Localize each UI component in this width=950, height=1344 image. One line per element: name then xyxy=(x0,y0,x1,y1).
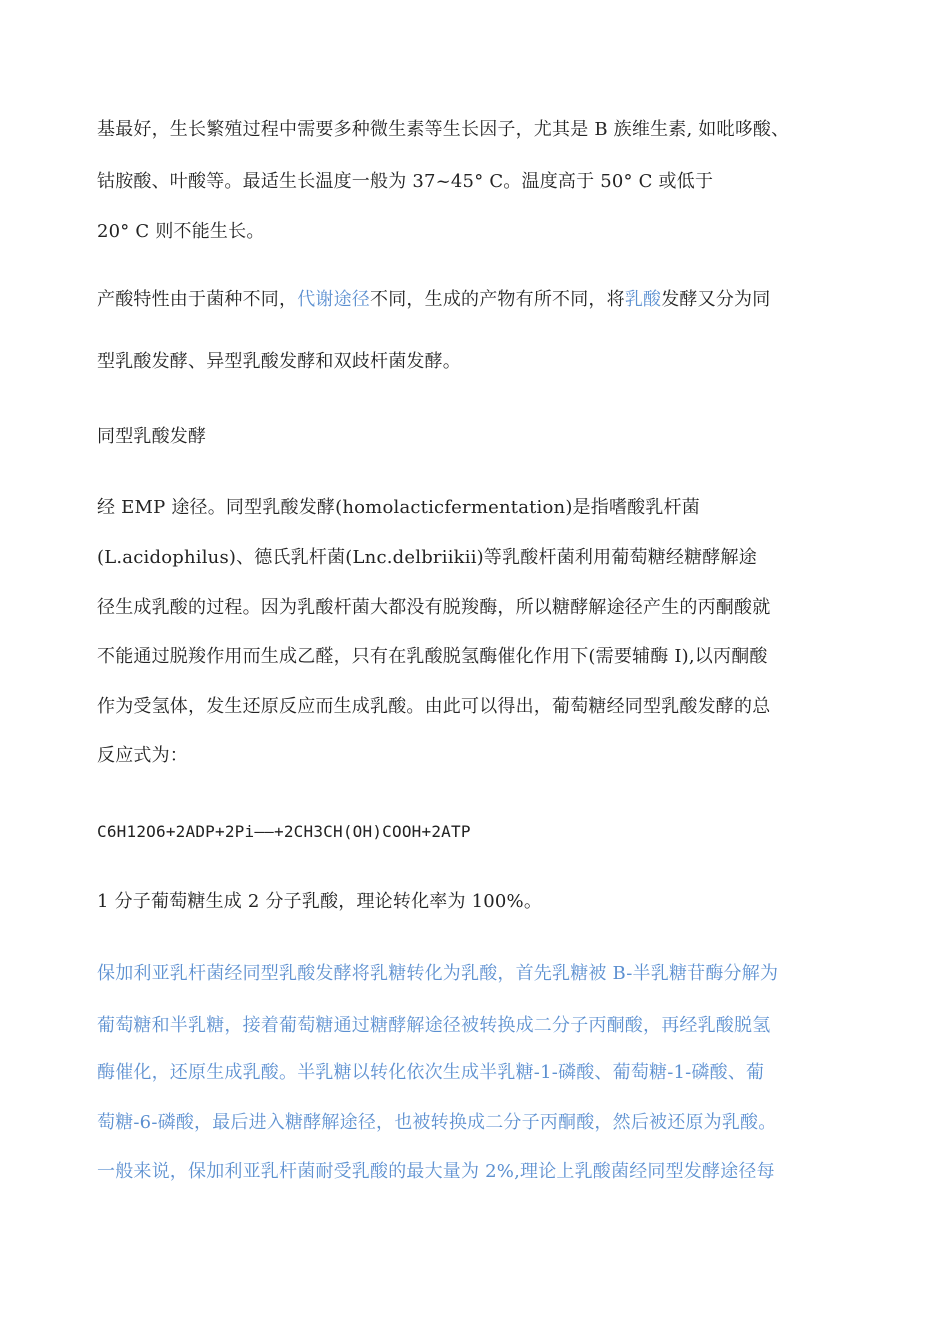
para2-line1 xyxy=(97,288,770,312)
para4: 1 分子葡萄糖生成 2 分子乳酸，理论转化率为 100%。 xyxy=(97,891,543,912)
lactic-acid-link[interactable]: 乳酸 xyxy=(624,289,662,310)
para3-line2: (L.acidophilus)、德氏乳杆菌(Lnc.delbriikii)等乳酸杆菌利用葡萄糖经糖酵解途 xyxy=(97,547,757,568)
para3-line5: 作为受氢体，发生还原反应而生成乳酸。由此可以得出，葡萄糖经同型乳酸发酵的总 xyxy=(97,696,771,717)
para3-line3: 径生成乳酸的过程。因为乳酸杆菌大都没有脱羧酶，所以糖酵解途径产生的丙酮酸就 xyxy=(97,597,771,618)
para1-line3: 20° C 则不能生长。 xyxy=(97,221,265,242)
para2-text-a: 产酸特性由于菌种不同， xyxy=(97,289,298,310)
para3-line4: 不能通过脱羧作用而生成乙醛，只有在乳酸脱氢酶催化作用下(需要辅酶 I),以丙酮酸 xyxy=(97,646,768,667)
para3-line6: 反应式为： xyxy=(97,745,188,766)
para5-line2: 葡萄糖和半乳糖，接着葡萄糖通过糖酵解途径被转换成二分子丙酮酸，再经乳酸脱氢 xyxy=(97,1015,771,1036)
para5-line4: 萄糖-6-磷酸，最后进入糖酵解途径，也被转换成二分子丙酮酸，然后被还原为乳酸。 xyxy=(97,1112,777,1133)
para2-text-b: 不同，生成的产物有所不同，将 xyxy=(370,289,625,310)
para5-line3: 酶催化，还原生成乳酸。半乳糖以转化依次生成半乳糖-1-磷酸、葡萄糖-1-磷酸、葡 xyxy=(97,1062,765,1083)
para2-line2: 型乳酸发酵、异型乳酸发酵和双歧杆菌发酵。 xyxy=(97,351,461,372)
para5-line1: 保加利亚乳杆菌经同型乳酸发酵将乳糖转化为乳酸，首先乳糖被 B-半乳糖苷酶分解为 xyxy=(97,963,779,984)
metabolic-pathway-link[interactable]: 代谢途径 xyxy=(297,289,371,310)
para1-line2: 钴胺酸、叶酸等。最适生长温度一般为 37~45° C。温度高于 50° C 或低于 xyxy=(97,171,714,192)
para1-line1: 基最好，生长繁殖过程中需要多种微生素等生长因子，尤其是 B 族维生素, 如吡哆酸、 xyxy=(97,119,790,140)
reaction-equation: C6H12O6+2ADP+2Pi——+2CH3CH(OH)COOH+2ATP xyxy=(97,822,471,841)
section-heading: 同型乳酸发酵 xyxy=(97,426,207,447)
para5-line5: 一般来说，保加利亚乳杆菌耐受乳酸的最大量为 2%,理论上乳酸菌经同型发酵途径每 xyxy=(97,1161,775,1182)
para3-line1: 经 EMP 途径。同型乳酸发酵(homolacticfermentation)是指嗜酸乳杆菌 xyxy=(97,497,700,518)
para2-text-c: 发酵又分为同 xyxy=(661,289,771,310)
